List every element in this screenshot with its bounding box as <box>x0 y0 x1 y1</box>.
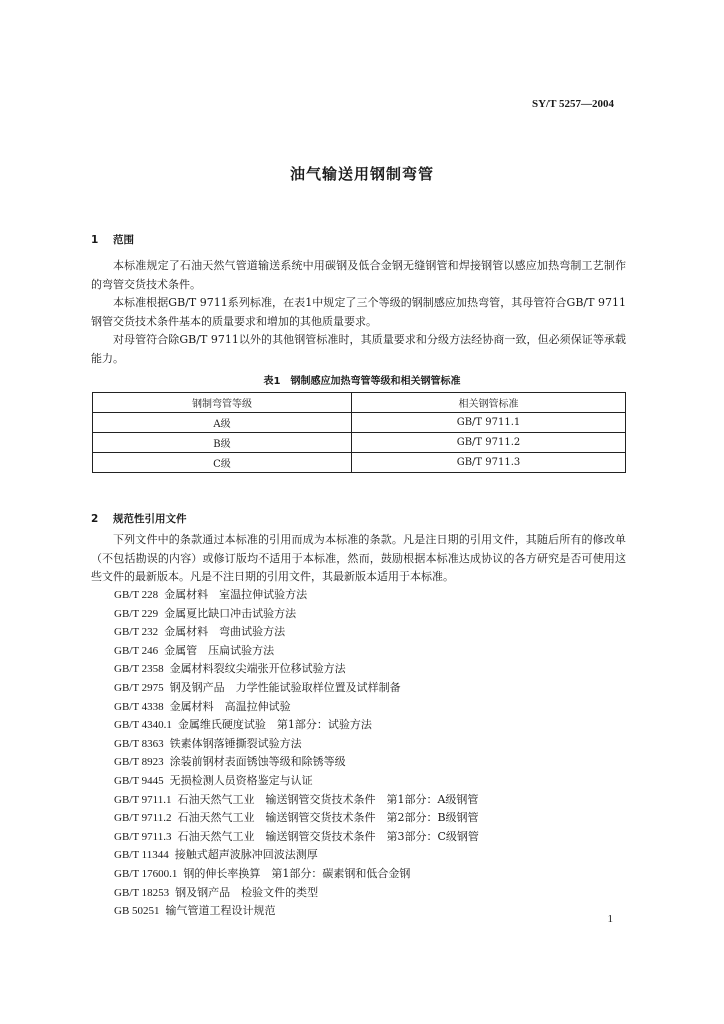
list-item <box>114 753 479 772</box>
section-number: 2 <box>91 513 99 525</box>
table-cell: GB/T 9711.2 <box>351 433 625 453</box>
reference-title: 金属材料 高温拉伸试验 <box>169 699 291 713</box>
reference-title: 金属维氏硬度试验 第1部分：试验方法 <box>177 718 372 732</box>
paragraph: 对母管符合除GB/T 9711以外的其他钢管标准时，其质量要求和分级方法经协商一致，但必须保证等承载能力。 <box>91 333 626 365</box>
table-cell: GB/T 9711.3 <box>351 453 625 473</box>
standard-code: SY/T 5257—2004 <box>531 98 614 110</box>
list-item <box>114 623 479 642</box>
reference-code: GB/T 4340.1 <box>114 719 172 732</box>
list-item <box>114 660 479 679</box>
reference-code: GB/T 2975 <box>114 681 164 694</box>
reference-code: GB/T 18253 <box>114 886 170 899</box>
reference-title: 钢及钢产品 检验文件的类型 <box>175 885 319 899</box>
list-item <box>114 605 479 624</box>
section-heading-normative-references <box>91 511 187 526</box>
reference-title: 金属管 压扁试验方法 <box>164 643 275 657</box>
reference-code: GB/T 8923 <box>114 756 164 769</box>
reference-title: 涂装前钢材表面锈蚀等级和除锈等级 <box>169 755 346 769</box>
reference-title: 金属材料裂纹尖端张开位移试验方法 <box>169 662 346 676</box>
reference-title: 接触式超声波脉冲回波法测厚 <box>174 848 318 862</box>
list-item <box>114 809 479 828</box>
section-number: 1 <box>91 234 99 246</box>
table-cell: B级 <box>93 433 352 453</box>
section-heading-scope <box>91 232 134 247</box>
table-cell: A级 <box>93 413 352 433</box>
list-item <box>114 902 479 921</box>
reference-code: GB/T 17600.1 <box>114 867 178 880</box>
list-item <box>114 735 479 754</box>
paragraph: 下列文件中的条款通过本标准的引用而成为本标准的条款。凡是注日期的引用文件，其随后所有的修改单（不包括勘误的内容）或修订版均不适用于本标准，然而，鼓励根据本标准达成协议的各方研究是否可使用这些文件的最新版本。凡是不注日期的引用文件，其最新版本适用于本标准。 <box>91 533 626 583</box>
reference-code: GB/T 9711.2 <box>114 812 172 825</box>
table-cell: C级 <box>93 453 352 473</box>
reference-code: GB/T 11344 <box>114 849 169 862</box>
reference-title: 铁素体钢落锤撕裂试验方法 <box>169 736 302 750</box>
table-cell: GB/T 9711.1 <box>351 413 625 433</box>
reference-code: GB/T 2358 <box>114 663 164 676</box>
table-row <box>93 413 626 433</box>
reference-title: 石油天然气工业 输送钢管交货技术条件 第3部分：C级钢管 <box>177 829 479 843</box>
reference-code: GB/T 232 <box>114 626 159 639</box>
reference-title: 金属夏比缺口冲击试验方法 <box>164 606 297 620</box>
page-number: 1 <box>607 913 613 925</box>
table-header-cell: 相关钢管标准 <box>351 393 625 413</box>
reference-title: 金属材料 室温拉伸试验方法 <box>164 588 308 601</box>
table-header-cell: 钢制弯管等级 <box>93 393 352 413</box>
grade-standard-table <box>92 392 626 473</box>
list-item <box>114 698 479 717</box>
reference-code: GB/T 8363 <box>114 737 164 750</box>
reference-code: GB/T 9711.3 <box>114 830 172 843</box>
table-caption: 表1 钢制感应加热弯管等级和相关钢管标准 <box>263 376 461 387</box>
section-title: 规范性引用文件 <box>113 513 187 525</box>
section-title: 范围 <box>113 234 134 246</box>
reference-code: GB/T 229 <box>114 607 159 620</box>
reference-code: GB/T 228 <box>114 589 159 601</box>
list-item <box>114 716 479 735</box>
reference-code: GB 50251 <box>114 905 160 918</box>
paragraph: 本标准根据GB/T 9711系列标准，在表1中规定了三个等级的钢制感应加热弯管，其母管符合GB/T 9711钢管交货技术条件基本的质量要求和增加的其他质量要求。 <box>91 296 626 328</box>
reference-title: 无损检测人员资格鉴定与认证 <box>169 773 313 787</box>
list-item <box>114 586 479 605</box>
list-item <box>114 865 479 884</box>
list-item <box>114 642 479 661</box>
list-item <box>114 828 479 847</box>
paragraph: 本标准规定了石油天然气管道输送系统中用碳钢及低合金钢无缝钢管和焊接钢管以感应加热弯制工艺制作的弯管交货技术条件。 <box>91 259 626 291</box>
reference-code: GB/T 246 <box>114 644 159 657</box>
reference-code: GB/T 4338 <box>114 700 164 713</box>
document-title: 油气输送用钢制弯管 <box>289 165 434 183</box>
reference-title: 钢及钢产品 力学性能试验取样位置及试样制备 <box>169 680 401 694</box>
list-item <box>114 846 479 865</box>
reference-title: 石油天然气工业 输送钢管交货技术条件 第2部分：B级钢管 <box>177 811 479 825</box>
list-item <box>114 679 479 698</box>
reference-title: 金属材料 弯曲试验方法 <box>164 625 286 639</box>
reference-title: 输气管道工程设计规范 <box>165 904 276 918</box>
reference-code: GB/T 9711.1 <box>114 793 172 806</box>
table-header-row <box>93 393 626 413</box>
table-row <box>93 453 626 473</box>
list-item <box>114 791 479 810</box>
reference-code: GB/T 9445 <box>114 774 164 787</box>
table-row <box>93 433 626 453</box>
list-item <box>114 772 479 791</box>
reference-title: 钢的伸长率换算 第1部分：碳素钢和低合金钢 <box>183 866 411 880</box>
reference-list <box>114 586 479 921</box>
reference-title: 石油天然气工业 输送钢管交货技术条件 第1部分：A级钢管 <box>177 792 479 806</box>
list-item <box>114 884 479 903</box>
